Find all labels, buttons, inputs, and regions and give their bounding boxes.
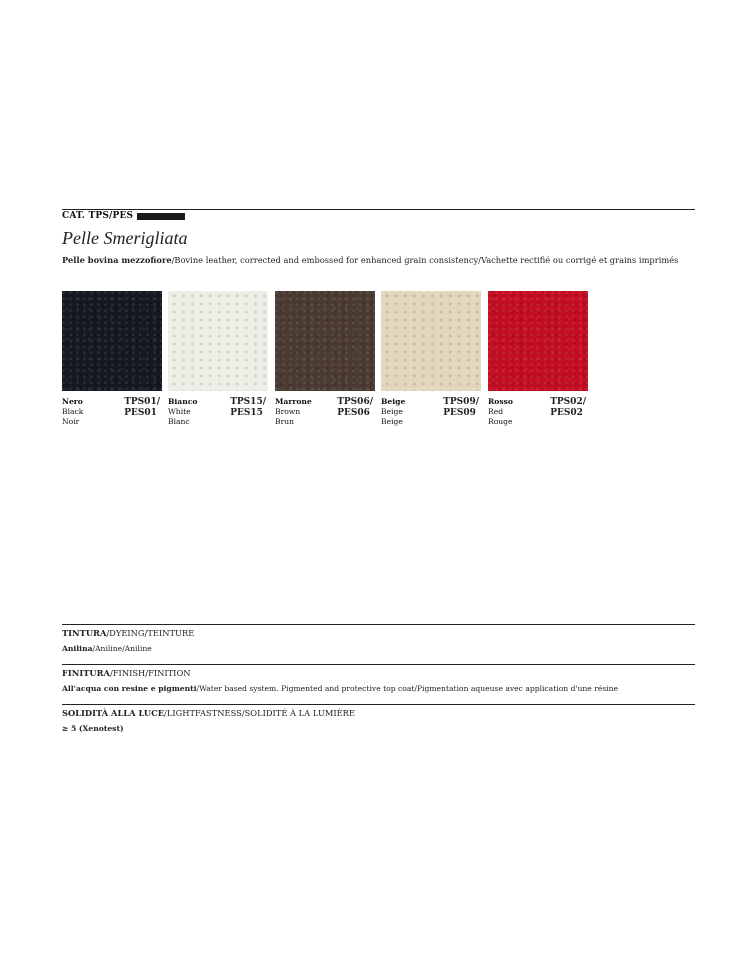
swatch-code-pes: PES15	[230, 407, 263, 418]
page-title: Pelle Smerigliata	[62, 228, 188, 248]
header-rule	[62, 209, 695, 210]
swatch-name-fr: Brun	[275, 417, 294, 426]
swatch-names	[381, 397, 405, 427]
spec-heading-bold: SOLIDITÀ ALLA LUCE	[62, 708, 165, 718]
swatch-name-it: Nero	[62, 397, 83, 406]
swatch-code-tps: TPS15/	[230, 397, 266, 407]
swatch-labels-beige	[381, 397, 481, 431]
swatch-code-tps: TPS09/	[443, 397, 479, 407]
swatch-image-nero	[62, 291, 162, 391]
spec-heading	[62, 708, 695, 718]
spec-heading-text: /DYEING/TEINTURE	[106, 628, 195, 638]
swatch-name-en: Red	[488, 407, 504, 416]
spec-heading-text: /LIGHTFASTNESS/SOLIDITÉ À LA LUMIÈRE	[164, 708, 355, 718]
swatch-names	[168, 397, 197, 427]
spec-finish	[62, 664, 695, 693]
spec-value-text: /Water based system. Pigmented and protective top coat/Pigmentation aqueuse avec application d'une résine	[196, 684, 619, 693]
spec-value	[62, 644, 695, 653]
swatch-image-rosso	[488, 291, 588, 391]
spec-heading-text: /FINISH/FINITION	[109, 668, 191, 678]
swatch-names	[62, 397, 83, 427]
spec-heading	[62, 628, 695, 638]
swatch-beige	[381, 291, 481, 431]
spec-rule	[62, 664, 695, 665]
swatch-name-it: Beige	[381, 397, 406, 406]
spec-value	[62, 724, 695, 733]
swatch-name-en: Black	[62, 407, 84, 416]
swatch-nero	[62, 291, 162, 431]
category-bar	[137, 213, 185, 220]
spec-value	[62, 684, 695, 693]
spec-heading-bold: FINITURA	[62, 668, 110, 678]
swatch-names	[275, 397, 312, 427]
swatch-name-fr: Blanc	[168, 417, 190, 426]
swatch-code-pes: PES02	[550, 407, 583, 418]
swatch-name-fr: Noir	[62, 417, 80, 426]
swatch-code	[337, 397, 373, 418]
swatch-code-pes: PES09	[443, 407, 476, 418]
swatch-name-it: Bianco	[168, 397, 198, 406]
description	[62, 255, 687, 266]
swatch-code	[230, 397, 266, 418]
category-line	[62, 211, 185, 221]
swatch-code-tps: TPS02/	[550, 397, 586, 407]
swatch-image-beige	[381, 291, 481, 391]
swatch-image-bianco	[168, 291, 268, 391]
spec-heading	[62, 668, 695, 678]
swatch-name-en: Beige	[381, 407, 403, 416]
swatch-code	[124, 397, 160, 418]
swatch-code-tps: TPS01/	[124, 397, 160, 407]
spec-heading-bold: TINTURA	[62, 628, 107, 638]
spec-value-bold: Anilina	[62, 644, 93, 653]
spec-rule	[62, 704, 695, 705]
spec-value-text: /Aniline/Aniline	[92, 644, 152, 653]
swatch-name-it: Marrone	[275, 397, 312, 406]
swatch-names	[488, 397, 513, 427]
spec-dyeing	[62, 624, 695, 653]
description-text: /Bovine leather, corrected and embossed for enhanced grain consistency/Vachette rectifié ou corrigé et grains imprimés	[171, 255, 679, 265]
swatch-marrone	[275, 291, 375, 431]
description-bold: Pelle bovina mezzofiore	[62, 255, 172, 265]
spec-value-bold: ≥ 5 (Xenotest)	[62, 724, 124, 733]
swatch-labels-marrone	[275, 397, 375, 431]
swatch-name-en: White	[168, 407, 191, 416]
swatch-image-marrone	[275, 291, 375, 391]
category-label: CAT. TPS/PES	[62, 211, 134, 221]
swatch-name-fr: Rouge	[488, 417, 513, 426]
swatch-labels-nero	[62, 397, 162, 431]
swatch-code-tps: TPS06/	[337, 397, 373, 407]
swatch-rosso	[488, 291, 588, 431]
swatch-name-fr: Beige	[381, 417, 403, 426]
swatch-code	[443, 397, 479, 418]
swatch-code	[550, 397, 586, 418]
swatch-bianco	[168, 291, 268, 431]
swatch-grid	[62, 291, 602, 431]
spec-value-bold: All'acqua con resine e pigmenti	[62, 684, 197, 693]
spec-rule	[62, 624, 695, 625]
swatch-labels-bianco	[168, 397, 268, 431]
swatch-name-en: Brown	[275, 407, 301, 416]
swatch-labels-rosso	[488, 397, 588, 431]
swatch-name-it: Rosso	[488, 397, 513, 406]
swatch-code-pes: PES01	[124, 407, 157, 418]
swatch-code-pes: PES06	[337, 407, 370, 418]
spec-lightfastness	[62, 704, 695, 733]
